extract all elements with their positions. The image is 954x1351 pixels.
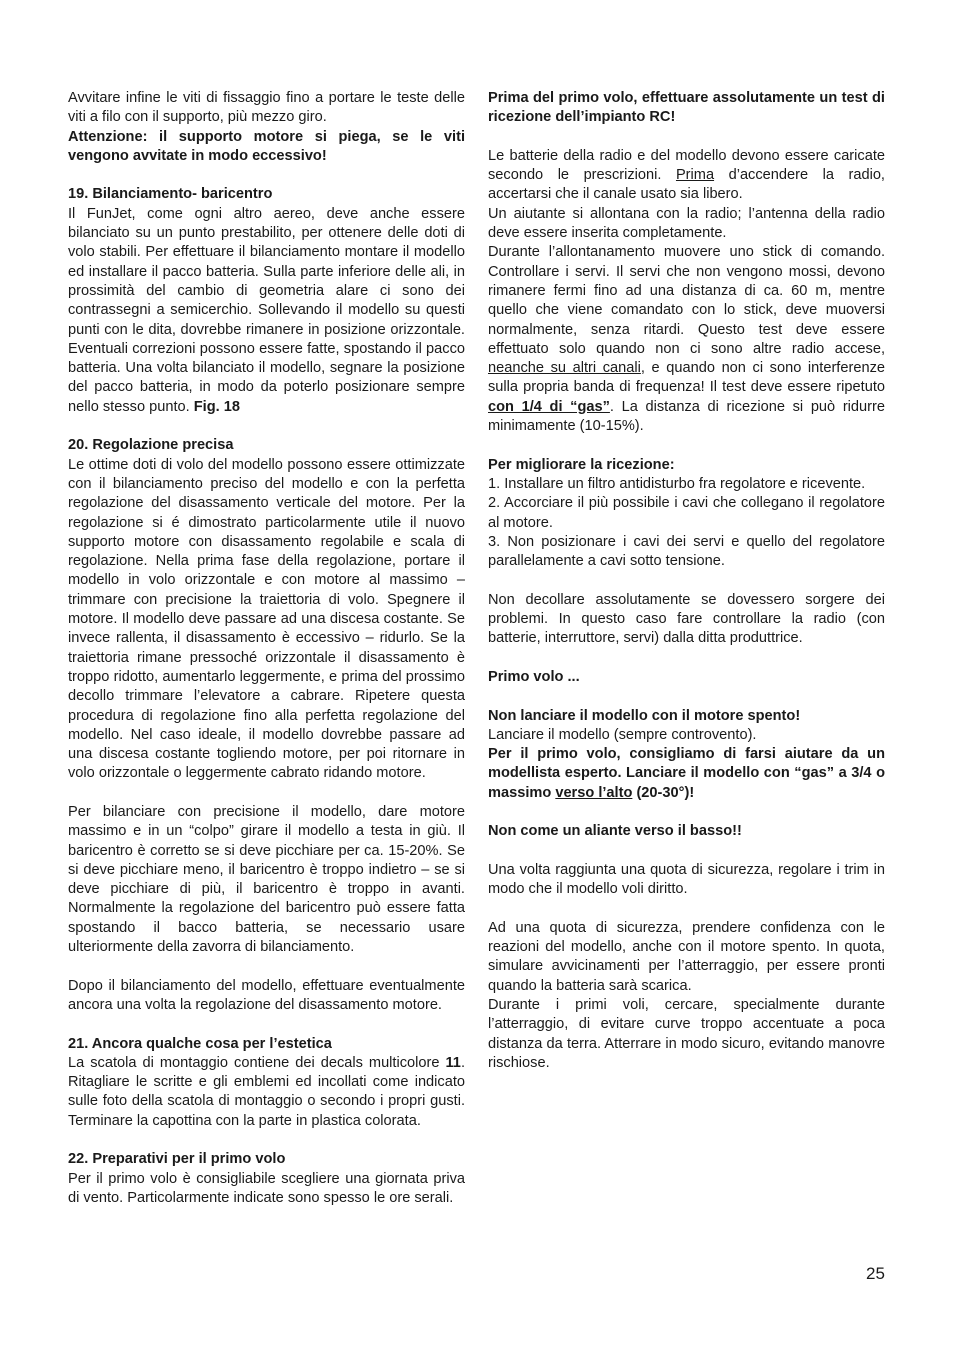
- section-20-paragraph-2: Per bilanciare con precisione il modello, dare motore massimo e in un “colpo” girare il modello a testa in giù. Il baricentro è corretto se si deve picchiare per ca. 15-20%. Se si deve picchiare meno, il baricentro è troppo indietro – se si deve picchiare di più, il baricentro è troppo in avanti. Normalmente la regolazione del baricentro può essere fatta spostando il bacco batteria, se necessario usare ulteriormente della zavorra di bilanciamento.: [68, 803, 465, 956]
- decal-number: 11: [445, 1054, 461, 1071]
- no-takeoff-paragraph: Non decollare assolutamente se dovessero sorgere dei problemi. In questo caso fare controllare la radio (con batterie, interruttore, servi) dalla ditta produttrice.: [488, 591, 885, 647]
- warning-paragraph: Attenzione: il supporto motore si piega, se le viti vengono avvitate in modo eccessivo!: [68, 128, 465, 164]
- landing-paragraph: Durante i primi voli, cercare, specialmente durante l’atterraggio, di evitare curve troppo accentuate a poca distanza da terra. Atterrare in modo sicuro, evitando manovre rischiose.: [488, 996, 885, 1071]
- battery-text-start: Le batterie della radio e del modello devono essere caricate secondo le prescrizioni.: [488, 147, 885, 184]
- section-19-heading: 19. Bilanciamento- baricentro: [68, 186, 273, 203]
- section-20-text: Le ottime doti di volo del modello possono essere ottimizzate con il bilanciamento preciso del modello e con la perfetta regolazione del disassamento verticale del motore. Per la regolazione si é dimostrato particolarmente utile il nuovo supporto motore con disassamento regolabile e scala di regolazione. Nella prima fase della regolazione, portare il modello in volo orizzontale e con motore al massimo – trimmare con precisione la traiettoria di volo. Spegnere il motore. Il modello deve passare ad una discesa costante. Se invece rallenta, il disassamento è eccessivo – ridurlo. Se la traiettoria rimane pressoché orizzontale il disassamento è troppo ridotto, aumentarlo leggermente, e prima del prossimo decollo trimmare l’elevatore a cabrare. Ripetere questa procedura di regolazione fino alla perfetta regolazione del modello. Nel caso ideale, il modello dovrebbe passare ad una discesa costante togliendo motore, per poi ritornare in volo orizzontale o leggermente cabrato ridando motore.: [68, 456, 465, 782]
- section-22-heading: 22. Preparativi per il primo volo: [68, 1151, 286, 1168]
- figure-reference: Fig. 18: [193, 398, 240, 415]
- prima-underlined: Prima: [675, 167, 715, 184]
- section-21-text: [68, 1054, 465, 1131]
- right-column: [488, 89, 885, 1073]
- section-21-heading: 21. Ancora qualche cosa per l’estetica: [68, 1035, 332, 1052]
- quarter-gas-underlined: con 1/4 di “gas”: [488, 398, 610, 415]
- upward-underlined: verso l’alto: [555, 784, 633, 801]
- section-20-paragraph-3: Dopo il bilanciamento del modello, effettuare eventualmente ancora una volta la regolazione del disassamento motore.: [68, 977, 465, 1013]
- section-20-heading: 20. Regolazione precisa: [68, 437, 234, 454]
- page-number: 25: [866, 1264, 885, 1283]
- servo-test-paragraph: [488, 243, 885, 436]
- expert-text-start: Per il primo volo, consigliamo di farsi aiutare da un modellista esperto. Lanciare il modello con “gas” a 3/4 o massimo: [488, 746, 885, 801]
- expert-text-end: (20-30°)!: [632, 784, 695, 801]
- launch-paragraph: Lanciare il modello (sempre controvento).: [488, 726, 757, 743]
- battery-paragraph: [488, 147, 885, 205]
- section-19-body: Il FunJet, come ogni altro aereo, deve anche essere bilanciato su un punto prestabilito, per ottenere delle doti di volo stabili. Per effettuare il bilanciamento montare il modello ed installare il pacco batteria. Sulla parte inferiore delle ali, in prossimità del cambio di geometria alare ci sono dei contrassegni a semicerchio. Sollevando il modello su questi punti con le dita, dovrebbe rimanere in posizione orizzontale. Eventuali correzioni possono essere fatte, spostando il pacco batteria. Una volta bilanciato il modello, segnare la posizione del pacco batteria, in modo da poterlo posizionare sempre nello stesso punto.: [68, 205, 465, 415]
- section-19-text: [68, 205, 465, 417]
- first-flight-heading: Primo volo ...: [488, 668, 580, 685]
- glider-warning: Non come un aliante verso il basso!!: [488, 823, 742, 840]
- servo-text-middle: , e quando non ci sono interferenze sulla propria banda di frequenza! Il test deve essere ripetuto: [488, 360, 885, 396]
- servo-text-start: Durante l’allontanamento muovere uno stick di comando. Controllare i servi. Il servi che non vengono mossi, devono rimanere fermi fino ad una distanza di ca. 60 m, mentre quello che viene comandato con lo stick, deve muoversi normalmente, senza ritardi. Questo test deve essere effettuato solo quando non ci sono altre radio accese,: [488, 244, 885, 357]
- improve-reception-heading: Per migliorare la ricezione:: [488, 456, 675, 473]
- list-item: 2. Accorciare il più possibile i cavi che collegano il regolatore al motore.: [488, 495, 885, 531]
- safety-altitude-paragraph: Ad una quota di sicurezza, prendere confidenza con le reazioni del modello, anche con il motore spento. In quota, simulare avvicinamenti per l’atterraggio, per essere pronti quando la batteria sarà scarica.: [488, 919, 885, 994]
- section-22-text: Per il primo volo è consigliabile scegliere una giornata priva di vento. Particolarmente indicate sono spesso le ore serali.: [68, 1170, 465, 1206]
- expert-advice-paragraph: [488, 745, 885, 803]
- servo-text-end: . La distanza di ricezione si può ridurre minimamente (10-15%).: [488, 398, 885, 435]
- section-21-text-end: . Ritagliare le scritte e gli emblemi ed incollati come indicato sulle foto della scatola di montaggio o secondo i propri gusti. Terminare la capottina con la parte in plastica colorata.: [68, 1054, 465, 1129]
- left-column: [68, 89, 465, 1208]
- intro-paragraph: Avvitare infine le viti di fissaggio fino a portare le teste delle viti a filo con il supporto, più mezzo giro.: [68, 90, 465, 126]
- reception-test-heading: Prima del primo volo, effettuare assolutamente un test di ricezione dell’impianto RC!: [488, 90, 885, 126]
- trim-paragraph: Una volta raggiunta una quota di sicurezza, regolare i trim in modo che il modello voli diritto.: [488, 861, 885, 898]
- no-launch-warning: Non lanciare il modello con il motore spento!: [488, 707, 801, 724]
- list-item: 3. Non posizionare i cavi dei servi e quello del regolatore parallelamente a cavi sotto tensione.: [488, 533, 885, 570]
- section-21-text-start: La scatola di montaggio contiene dei decals multicolore: [68, 1054, 446, 1071]
- other-channels-underlined: neanche su altri canali: [488, 360, 641, 377]
- list-item: 1. Installare un filtro antidisturbo fra regolatore e ricevente.: [488, 475, 866, 492]
- battery-text-end: d’accendere la radio, accertarsi che il canale usato sia libero.: [488, 167, 885, 203]
- helper-paragraph: Un aiutante si allontana con la radio; l’antenna della radio deve essere inserita completamente.: [488, 205, 885, 242]
